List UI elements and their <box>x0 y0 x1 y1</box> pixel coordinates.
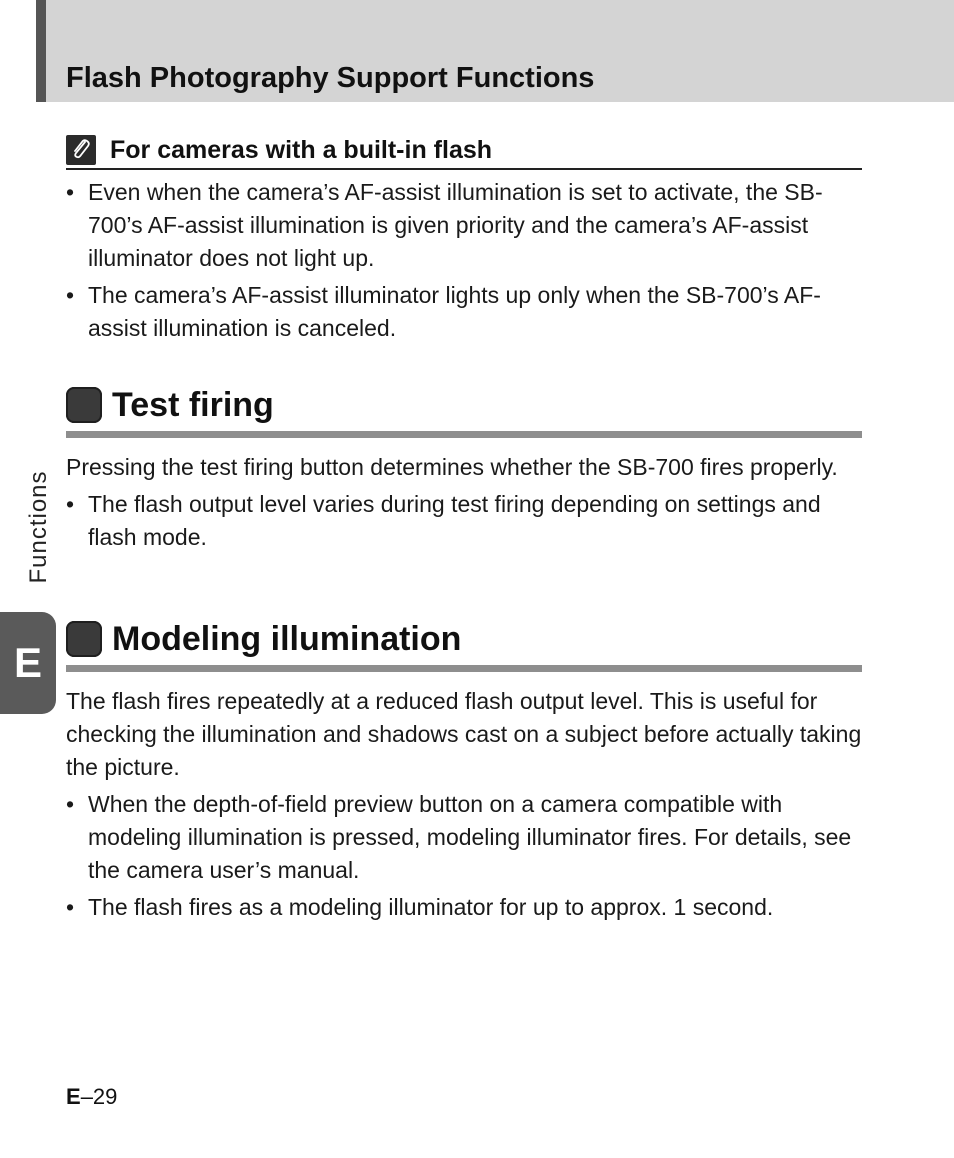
section-divider <box>66 431 862 438</box>
chapter-tab <box>0 612 56 714</box>
section-paragraph: Pressing the test firing button determines whether the SB-700 fires properly. <box>66 454 838 480</box>
list-item: • The flash output level varies during test firing depending on settings and flash mode. <box>66 488 862 554</box>
note-bullet-list <box>66 176 862 345</box>
section-title: Test firing <box>112 385 274 424</box>
section-bullet-list <box>66 488 862 554</box>
page-title: Flash Photography Support Functions <box>66 62 595 94</box>
section-test-firing <box>66 383 862 554</box>
list-item: • When the depth-of-field preview button on a camera compatible with modeling illumination is pressed, modeling illuminator fires. For details, see the camera user’s manual. <box>66 788 862 887</box>
paperclip-icon <box>66 135 96 165</box>
list-item: • The flash fires as a modeling illuminator for up to approx. 1 second. <box>66 891 862 924</box>
page-number-value: –29 <box>80 1084 118 1109</box>
section-title: Modeling illumination <box>112 619 462 658</box>
list-item: • The camera’s AF-assist illuminator lights up only when the SB-700’s AF-assist illumination is canceled. <box>66 279 862 345</box>
section-paragraph: The flash fires repeatedly at a reduced flash output level. This is useful for checking the illumination and shadows cast on a subject before actually taking the picture. <box>66 688 862 780</box>
section-bullet-list <box>66 788 862 924</box>
page-prefix: E <box>66 1084 81 1109</box>
side-section-label <box>22 462 56 592</box>
section-modeling-illumination <box>66 617 862 924</box>
note-header <box>66 132 862 170</box>
header-accent-bar <box>36 0 46 102</box>
section-marker-icon <box>66 387 102 423</box>
side-label-text: Functions <box>25 470 52 584</box>
section-header <box>66 617 862 661</box>
chapter-tab-letter: E <box>13 639 42 686</box>
note-title: For cameras with a built-in flash <box>110 135 493 164</box>
note-block <box>66 132 862 345</box>
section-marker-icon <box>66 621 102 657</box>
list-item: • Even when the camera’s AF-assist illumination is set to activate, the SB-700’s AF-assist illumination is given priority and the camera’s AF-assist illuminator does not light up. <box>66 176 862 275</box>
section-divider <box>66 665 862 672</box>
page-number <box>66 1084 117 1110</box>
section-header <box>66 383 862 427</box>
